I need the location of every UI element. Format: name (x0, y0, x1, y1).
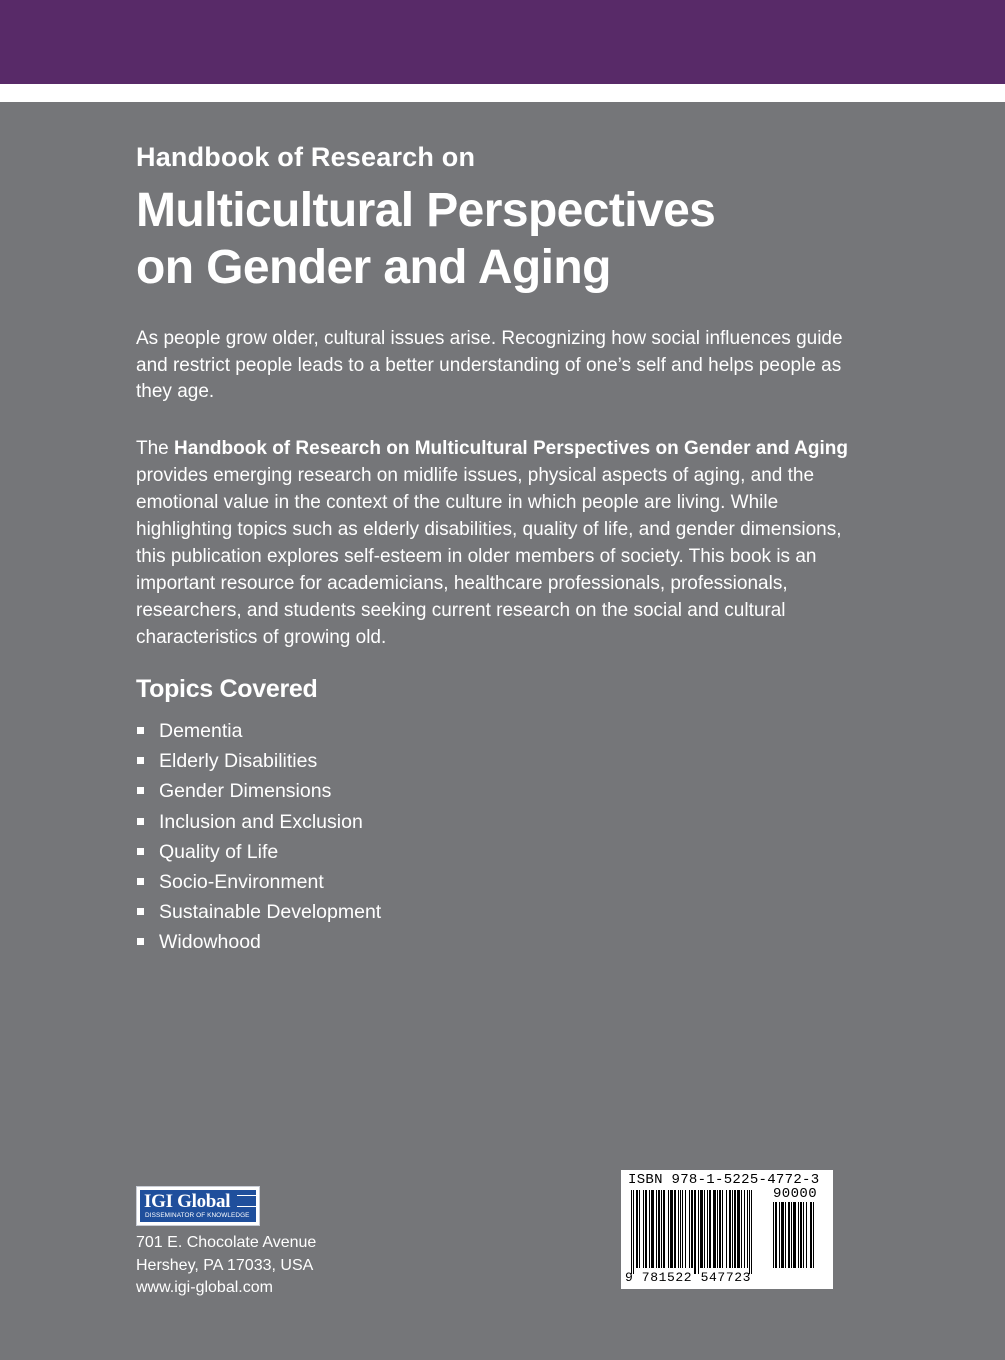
barcode-bar (685, 1190, 686, 1268)
topic-label: Elderly Disabilities (159, 750, 318, 773)
barcode-bar (682, 1190, 683, 1268)
barcode-bar (719, 1190, 721, 1268)
topic-label: Socio-Environment (159, 870, 324, 893)
topic-label: Gender Dimensions (159, 780, 332, 803)
publisher-address (136, 1232, 316, 1300)
description-body: provides emerging research on midlife issues, physical aspects of aging, and the emotional value in the context of the culture in which people are living. While highlighting topics such as elderly disabilities, quality of life, and gender dimensions, this publication explores self-esteem in older members of society. This book is an important resource for academicians, healthcare professionals, professionals, researchers, and students seeking current research on the social and cultural characteristics of growing old. (136, 465, 842, 648)
square-bullet-icon (137, 848, 144, 855)
barcode-bar (791, 1202, 792, 1268)
barcode-price-bars-icon (773, 1202, 825, 1268)
book-title-line-2: on Gender and Aging (136, 241, 611, 294)
barcode-bar (717, 1190, 718, 1268)
barcode-bar (726, 1190, 727, 1268)
topic-item (136, 900, 381, 930)
intro-paragraph: As people grow older, cultural issues arise. Recognizing how social influences guide and restrict people leads to a better understanding of one’s self and helps people as they age. (136, 328, 843, 402)
top-color-band (0, 0, 1005, 84)
barcode-bar (694, 1190, 696, 1274)
barcode-bar (810, 1202, 812, 1268)
publisher-logo (136, 1186, 260, 1226)
square-bullet-icon (137, 878, 144, 885)
barcode-bar (734, 1190, 736, 1268)
barcode-main-bars-icon (631, 1190, 767, 1274)
barcode-bar (732, 1190, 733, 1268)
barcode-bar (674, 1190, 676, 1268)
barcode-bar (747, 1190, 748, 1268)
barcode-bar (631, 1190, 632, 1274)
barcode-bar (785, 1202, 786, 1268)
barcode-bar (704, 1190, 705, 1268)
book-title (136, 182, 715, 296)
topic-item (136, 840, 381, 870)
barcode-bar (729, 1190, 731, 1268)
barcode-bar (689, 1190, 690, 1268)
square-bullet-icon (137, 727, 144, 734)
price-code: 90000 (773, 1186, 818, 1202)
square-bullet-icon (137, 757, 144, 764)
barcode-bar (813, 1202, 814, 1268)
barcode-bar (668, 1190, 669, 1268)
barcode-bar (678, 1190, 679, 1268)
topic-item (136, 719, 381, 749)
topic-label: Widowhood (159, 931, 261, 954)
square-bullet-icon (137, 787, 144, 794)
barcode-bar (639, 1190, 640, 1268)
series-title: Handbook of Research on (136, 142, 476, 172)
barcode-bar (744, 1190, 745, 1268)
barcode-bar (645, 1190, 647, 1268)
square-bullet-icon (137, 938, 144, 945)
barcode-bar (636, 1190, 638, 1268)
barcode-bar (749, 1190, 750, 1274)
barcode-bar (781, 1202, 784, 1268)
topic-item (136, 930, 381, 960)
topics-list (136, 719, 381, 961)
barcode-bar (663, 1190, 665, 1268)
barcode-bar (680, 1190, 681, 1268)
isbn-barcode (621, 1170, 833, 1289)
barcode-bar (656, 1190, 657, 1268)
topic-item (136, 779, 381, 809)
barcode-bar (658, 1190, 660, 1268)
description-lead: The (136, 438, 175, 459)
topic-item (136, 749, 381, 779)
topic-item (136, 810, 381, 840)
book-title-line-1: Multicultural Perspectives (136, 184, 716, 237)
description-paragraph (136, 435, 876, 651)
square-bullet-icon (137, 818, 144, 825)
topic-label: Quality of Life (159, 840, 279, 863)
barcode-bar (700, 1190, 703, 1268)
address-street: 701 E. Chocolate Avenue (136, 1234, 317, 1251)
back-cover-panel (0, 102, 1005, 1360)
barcode-bar (661, 1190, 662, 1268)
description-bold-title: Handbook of Research on Multicultural Perspectives on Gender and Aging (174, 438, 848, 459)
barcode-bar (691, 1190, 693, 1268)
barcode-bar (798, 1202, 799, 1268)
topic-label: Sustainable Development (159, 901, 382, 924)
barcode-bar (698, 1190, 699, 1274)
barcode-bar (788, 1202, 790, 1268)
topic-label: Inclusion and Exclusion (159, 810, 363, 833)
barcode-bar (707, 1190, 708, 1268)
barcode-bar (793, 1202, 796, 1268)
logo-badge (140, 1190, 256, 1222)
barcode-bar (806, 1202, 807, 1268)
barcode-bar (649, 1190, 650, 1268)
barcode-bar (800, 1202, 802, 1268)
barcode-bar (643, 1190, 644, 1268)
barcode-bar (651, 1190, 654, 1268)
barcode-bar (670, 1190, 673, 1268)
logo-lines-icon (237, 1195, 257, 1207)
barcode-bar (741, 1190, 742, 1268)
isbn-label: ISBN 978-1-5225-4772-3 (628, 1172, 820, 1188)
barcode-bar (775, 1202, 777, 1268)
barcode-digits: 9 781522 547723 (625, 1270, 752, 1285)
barcode-bar (803, 1202, 804, 1268)
logo-wordmark: IGI Global (144, 1191, 231, 1212)
barcode-bar (779, 1202, 780, 1268)
square-bullet-icon (137, 908, 144, 915)
address-city: Hershey, PA 17033, USA (136, 1256, 314, 1274)
topic-item (136, 870, 381, 900)
barcode-bar (709, 1190, 711, 1268)
topic-label: Dementia (159, 720, 243, 742)
barcode-bar (751, 1190, 752, 1274)
barcode-bar (737, 1190, 740, 1268)
barcode-bar (722, 1190, 723, 1268)
publisher-website: www.igi-global.com (136, 1279, 273, 1296)
barcode-bar (713, 1190, 716, 1268)
band-divider (0, 84, 1005, 102)
logo-tagline: DISSEMINATOR OF KNOWLEDGE (145, 1212, 250, 1219)
barcode-bar (633, 1190, 634, 1274)
topics-heading: Topics Covered (136, 675, 318, 703)
barcode-bar (773, 1202, 774, 1268)
